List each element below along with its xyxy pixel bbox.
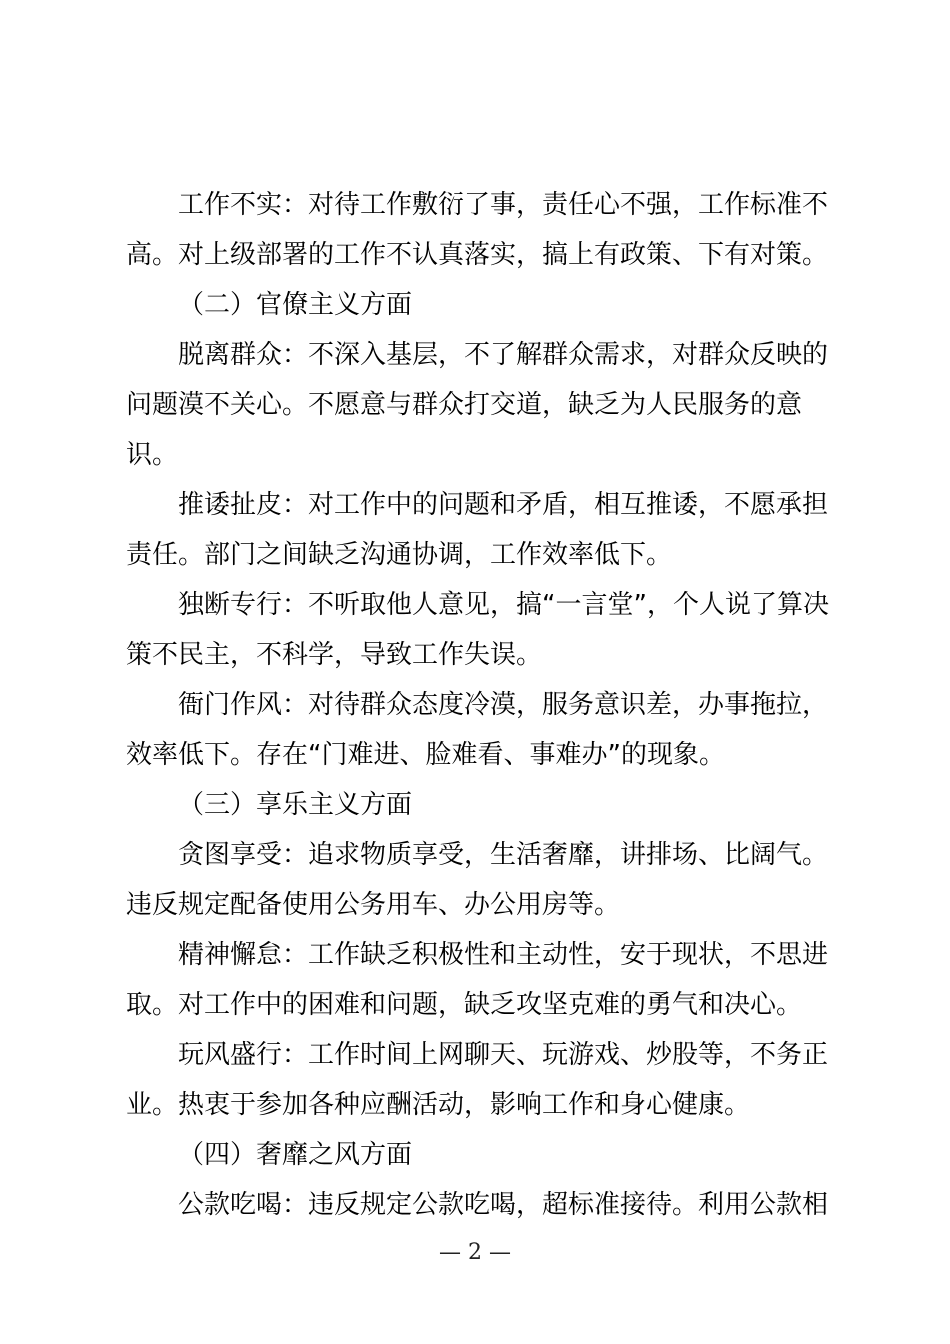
para-mental-slackness: 精神懈怠：工作缺乏积极性和主动性，安于现状，不思进取。对工作中的困难和问题，缺乏攻坚克难的勇气和决心。 — [126, 940, 829, 1020]
para-public-funds-dining: 公款吃喝：违反规定公款吃喝，超标准接待。利用公款相 — [178, 1190, 829, 1220]
para-yamen-style: 衙门作风：对待群众态度冷漠，服务意识差，办事拖拉，效率低下。存在“门难进、脸难看、事难办”的现象。 — [126, 690, 829, 770]
document-body — [126, 180, 832, 1230]
heading-hedonism: （三）享乐主义方面 — [178, 790, 413, 820]
heading-bureaucratism: （二）官僚主义方面 — [178, 290, 413, 320]
para-greedy-enjoyment: 贪图享受：追求物质享受，生活奢靡，讲排场、比阔气。违反规定配备使用公务用车、办公用房等。 — [126, 840, 829, 920]
heading-extravagance: （四）奢靡之风方面 — [178, 1140, 413, 1170]
para-work-not-solid: 工作不实：对待工作敷衍了事，责任心不强，工作标准不高。对上级部署的工作不认真落实，搞上有政策、下有对策。 — [126, 190, 829, 270]
para-detached-from-masses: 脱离群众：不深入基层，不了解群众需求，对群众反映的问题漠不关心。不愿意与群众打交道，缺乏为人民服务的意识。 — [126, 340, 829, 470]
para-play-prevalent: 玩风盛行：工作时间上网聊天、玩游戏、炒股等，不务正业。热衷于参加各种应酬活动，影响工作和身心健康。 — [126, 1040, 829, 1120]
page-number: — 2 — — [439, 1240, 511, 1265]
para-shirking: 推诿扯皮：对工作中的问题和矛盾，相互推诿，不愿承担责任。部门之间缺乏沟通协调，工作效率低下。 — [126, 490, 829, 570]
para-arbitrary: 独断专行：不听取他人意见，搞“一言堂”，个人说了算决策不民主，不科学，导致工作失误。 — [126, 590, 829, 670]
